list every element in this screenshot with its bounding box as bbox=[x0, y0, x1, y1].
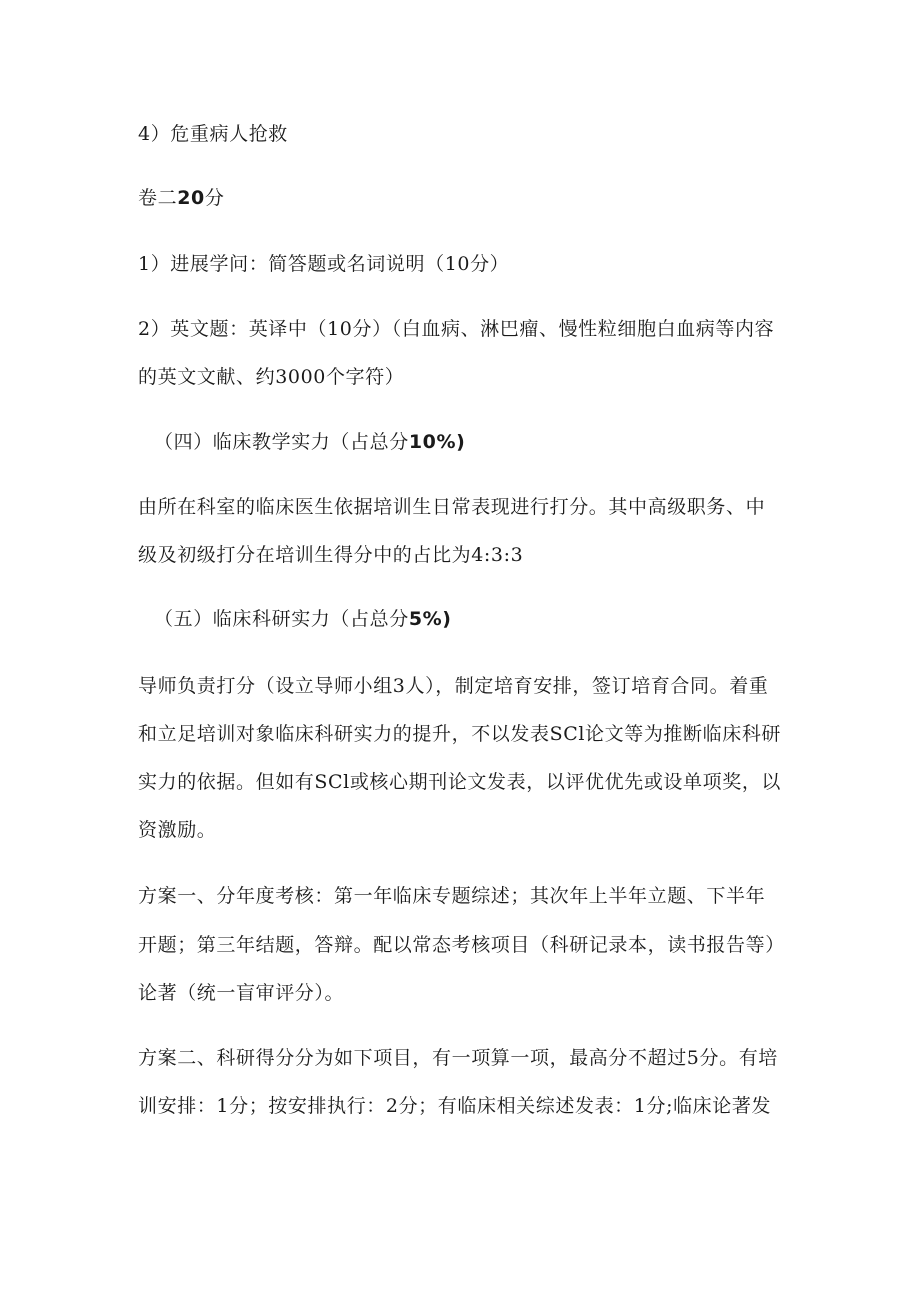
item-critical-rescue: 4）危重病人抢救 bbox=[138, 123, 288, 145]
plan-one-line-1: 方案一、分年度考核：第一年临床专题综述；其次年上半年立题、下半年 bbox=[138, 885, 766, 907]
plan-one-line-3: 论著（统一盲审评分）。 bbox=[138, 982, 345, 1004]
section-five-prefix: （五）临床科研实力（占总分 bbox=[154, 608, 409, 630]
section-five-percent: 5%) bbox=[408, 608, 452, 630]
item-english-line-1: 2）英文题：英译中（10分）（白血病、淋巴瘤、慢性粒细胞白血病等内容 bbox=[138, 318, 775, 340]
volume-two-suffix: 分 bbox=[204, 187, 225, 209]
plan-two-line-2: 训安排：1分；按安排执行：2分；有临床相关综述发表：1分;临床论著发 bbox=[138, 1095, 772, 1117]
plan-one-line-2: 开题；第三年结题，答辩。配以常态考核项目（科研记录本，读书报告等） bbox=[138, 934, 785, 956]
section-four-heading bbox=[154, 430, 465, 454]
item-knowledge-questions: 1）进展学问：简答题或名词说明（10分） bbox=[138, 253, 510, 275]
volume-two-prefix: 卷二 bbox=[138, 187, 178, 209]
volume-two-score: 20 bbox=[177, 187, 205, 209]
section-four-body-line-1: 由所在科室的临床医生依据培训生日常表现进行打分。其中高级职务、中 bbox=[138, 496, 766, 518]
plan-two-line-1: 方案二、科研得分分为如下项目，有一项算一项，最高分不超过5分。有培 bbox=[138, 1047, 778, 1069]
volume-two-heading bbox=[138, 186, 224, 210]
section-five-body-line-3: 实力的依据。但如有SCl或核心期刊论文发表，以评优优先或设单项奖，以 bbox=[138, 771, 782, 793]
section-four-percent: 10%) bbox=[408, 431, 466, 453]
section-five-heading bbox=[154, 607, 452, 631]
section-five-body-line-1: 导师负责打分（设立导师小组3人），制定培育安排，签订培育合同。着重 bbox=[138, 675, 769, 697]
section-four-prefix: （四）临床教学实力（占总分 bbox=[154, 431, 409, 453]
item-english-line-2: 的英文文献、约3000个字符） bbox=[138, 366, 405, 388]
section-five-body-line-2: 和立足培训对象临床科研实力的提升，不以发表SCl论文等为推断临床科研 bbox=[138, 723, 782, 745]
section-four-body-line-2: 级及初级打分在培训生得分中的占比为4:3:3 bbox=[138, 544, 524, 566]
section-five-body-line-4: 资激励。 bbox=[138, 819, 217, 841]
